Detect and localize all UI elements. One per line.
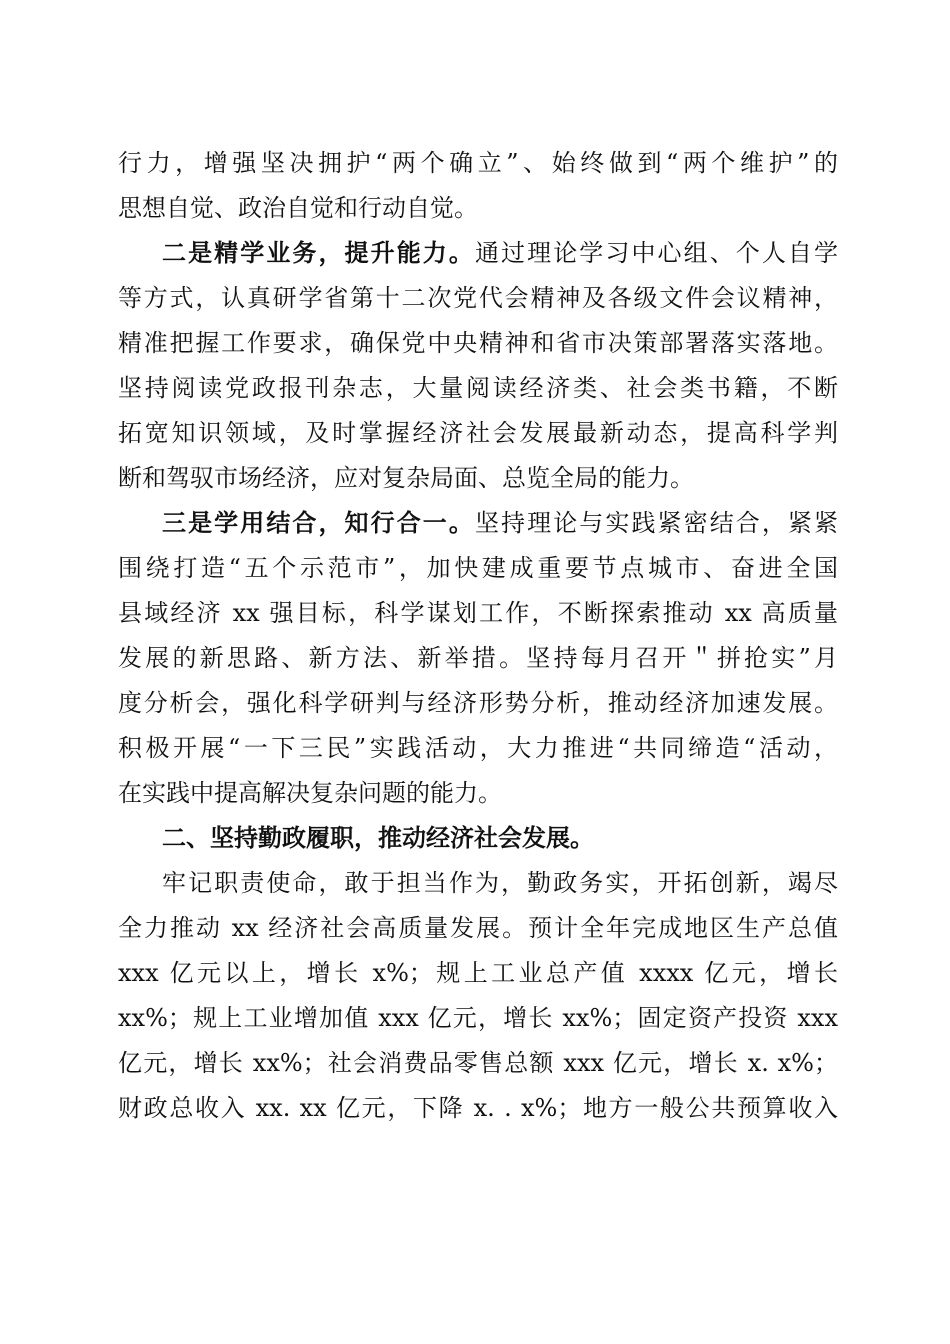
paragraph-first-line bbox=[162, 236, 838, 270]
body-text-line: 财政总收入 xx. xx 亿元，下降 x. . x%；地方一般公共预算收入 bbox=[118, 1094, 838, 1122]
body-text-line: 精准把握工作要求，确保党中央精神和省市决策部署落实落地。 bbox=[118, 329, 838, 357]
body-text-line: 积极开展“一下三民”实践活动，大力推进“共同缔造“活动， bbox=[118, 734, 838, 762]
paragraph-bold-lead: 三是学用结合，知行合一。 bbox=[162, 509, 475, 537]
body-text-line: xxx 亿元以上，增长 x%；规上工业总产值 xxxx 亿元，增长 bbox=[118, 959, 838, 987]
body-text-line: 在实践中提高解决复杂问题的能力。 bbox=[118, 779, 502, 807]
body-text-inline: 通过理论学习中心组、个人自学 bbox=[474, 239, 839, 267]
paragraph-first-line: 牢记职责使命，敢于担当作为，勤政务实，开拓创新，竭尽 bbox=[162, 869, 838, 897]
body-text-line: 全力推动 xx 经济社会高质量发展。预计全年完成地区生产总值 bbox=[118, 914, 838, 942]
body-text-line: 行力，增强坚决拥护“两个确立”、始终做到“两个维护”的 bbox=[118, 149, 838, 177]
body-text-line: 亿元，增长 xx%；社会消费品零售总额 xxx 亿元，增长 x. x%； bbox=[118, 1049, 838, 1077]
body-text-line: 坚持阅读党政报刊杂志，大量阅读经济类、社会类书籍，不断 bbox=[118, 374, 838, 402]
paragraph-first-line bbox=[162, 506, 838, 540]
body-text-line: 县域经济 xx 强目标，科学谋划工作，不断探索推动 xx 高质量 bbox=[118, 599, 838, 627]
paragraph-bold-lead: 二是精学业务，提升能力。 bbox=[162, 239, 475, 267]
body-text-line: 拓宽知识领域，及时掌握经济社会发展最新动态，提高科学判 bbox=[118, 419, 838, 447]
body-text-line: 断和驾驭市场经济，应对复杂局面、总览全局的能力。 bbox=[118, 464, 694, 492]
body-text-line: 思想自觉、政治自觉和行动自觉。 bbox=[118, 194, 478, 222]
body-text-line: 度分析会，强化科学研判与经济形势分析，推动经济加速发展。 bbox=[118, 689, 838, 717]
body-text-line: 围绕打造“五个示范市”，加快建成重要节点城市、奋进全国 bbox=[118, 554, 838, 582]
body-text-line: 等方式，认真研学省第十二次党代会精神及各级文件会议精神， bbox=[118, 284, 838, 312]
body-text-line: xx%；规上工业增加值 xxx 亿元，增长 xx%；固定资产投资 xxx bbox=[118, 1004, 838, 1032]
body-text-inline: 坚持理论与实践紧密结合，紧紧 bbox=[474, 509, 839, 537]
section-heading: 二、坚持勤政履职，推动经济社会发展。 bbox=[162, 824, 594, 852]
body-text-line: 发展的新思路、新方法、新举措。坚持每月召开＂拼抢实”月 bbox=[118, 644, 838, 672]
